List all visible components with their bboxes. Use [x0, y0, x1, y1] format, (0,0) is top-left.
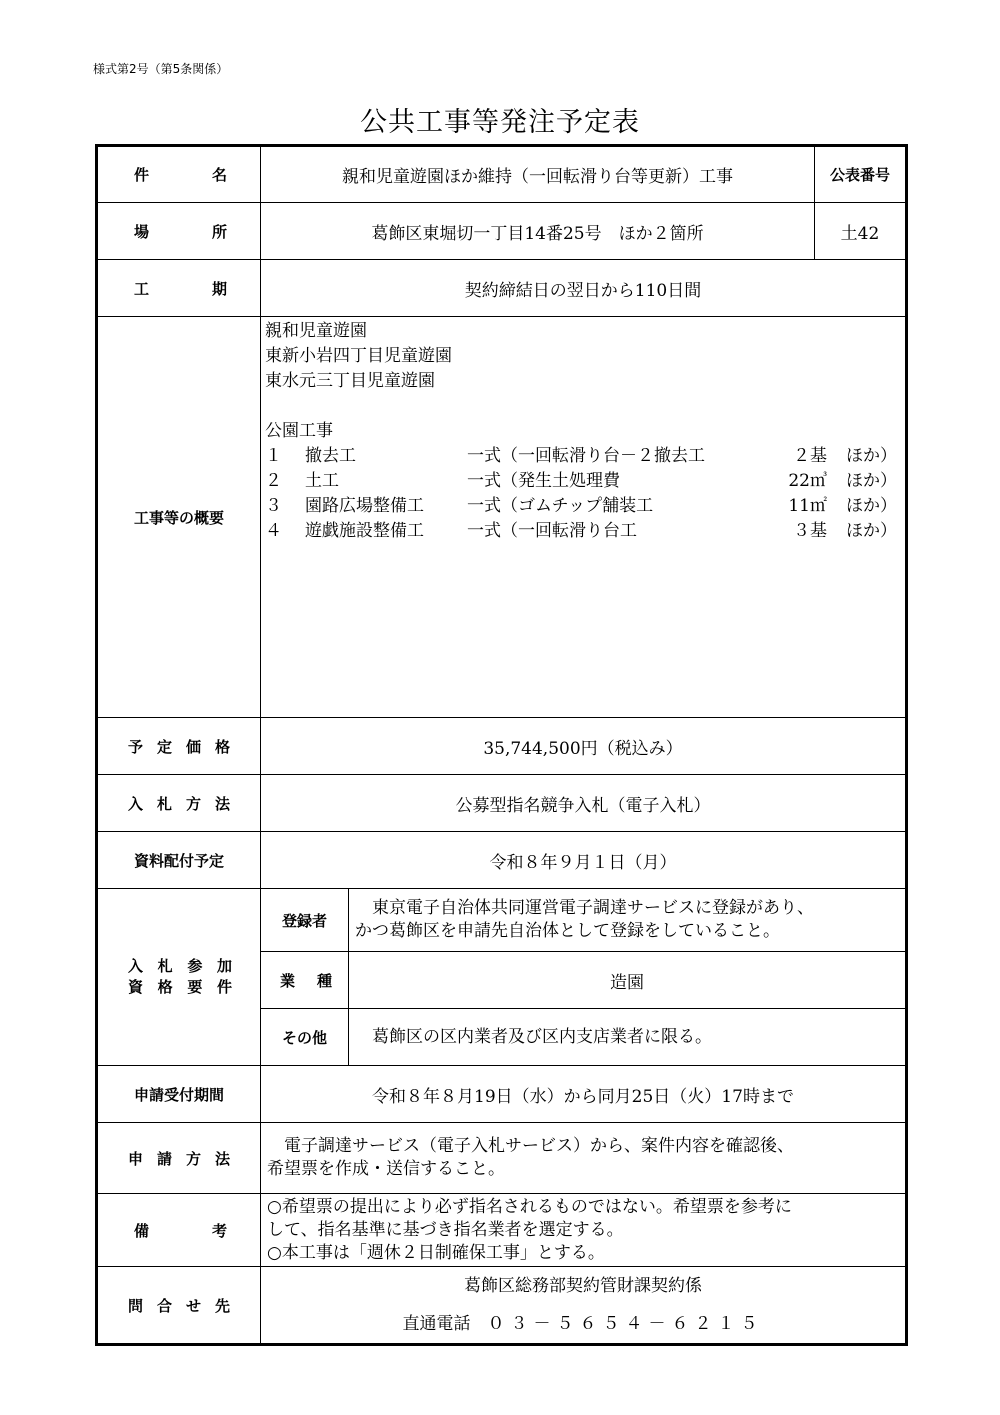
project-name-value: 親和児童遊園ほか維持（一回転滑り台等更新）工事	[261, 146, 815, 203]
label-location: 場 所	[97, 203, 261, 260]
site-1: 親和児童遊園	[265, 321, 367, 341]
work-category: 公園工事	[265, 421, 333, 441]
other-requirement-value: 葛飾区の区内業者及び区内支店業者に限る。	[349, 1009, 907, 1066]
application-method-value: 電子調達サービス（電子入札サービス）から、案件内容を確認後、 希望票を作成・送信すること。	[261, 1123, 907, 1194]
label-material-date: 資料配付予定	[97, 832, 261, 889]
notice-number-value: 土42	[815, 203, 907, 260]
label-price: 予 定 価 格	[97, 718, 261, 775]
registrant-value: 東京電子自治体共同運営電子調達サービスに登録があり、 かつ葛飾区を申請先自治体として登録をしていること。	[349, 889, 907, 952]
row-project-name	[97, 146, 907, 203]
bid-method-value: 公募型指名競争入札（電子入札）	[261, 775, 907, 832]
label-registrant: 登録者	[261, 889, 349, 952]
label-industry: 業 種	[261, 952, 349, 1009]
label-remarks: 備 考	[97, 1194, 261, 1267]
label-overview: 工事等の概要	[97, 317, 261, 718]
work-item: １ 撤去工 一式（一回転滑り台－２撤去工 ２基 ほか）	[265, 446, 897, 466]
industry-value: 造園	[349, 952, 907, 1009]
contact-phone: 直通電話 ０３－５６５４－６２１５	[261, 1305, 905, 1343]
remarks-value: ○希望票の提出により必ず指名されるものではない。希望票を参考に して、指名基準に基づき指名業者を選定する。 ○本工事は「週休２日制確保工事」とする。	[261, 1194, 907, 1267]
label-project-name: 件 名	[97, 146, 261, 203]
document-title: 公共工事等発注予定表	[360, 107, 640, 138]
price-value: 35,744,500円（税込み）	[261, 718, 907, 775]
label-other: その他	[261, 1009, 349, 1066]
label-qualification: 入 札 参 加 資 格 要 件	[97, 889, 261, 1066]
location-value: 葛飾区東堀切一丁目14番25号 ほか２箇所	[261, 203, 815, 260]
work-item: ３ 園路広場整備工 一式（ゴムチップ舗装工 11㎡ ほか）	[265, 496, 897, 516]
phone-number: ０３－５６５４－６２１５	[487, 1314, 764, 1334]
label-application-method: 申 請 方 法	[97, 1123, 261, 1194]
row-material-date	[97, 832, 907, 889]
row-remarks	[97, 1194, 907, 1267]
row-location	[97, 203, 907, 260]
label-bid-method: 入 札 方 法	[97, 775, 261, 832]
site-2: 東新小岩四丁目児童遊園	[265, 346, 452, 366]
site-3: 東水元三丁目児童遊園	[265, 371, 435, 391]
row-application-period	[97, 1066, 907, 1123]
period-value: 契約締結日の翌日から110日間	[261, 260, 907, 317]
row-contact	[97, 1267, 907, 1345]
label-notice-number: 公表番号	[815, 146, 907, 203]
row-price	[97, 718, 907, 775]
row-period	[97, 260, 907, 317]
row-application-method	[97, 1123, 907, 1194]
row-bid-method	[97, 775, 907, 832]
row-overview	[97, 317, 907, 718]
label-period: 工 期	[97, 260, 261, 317]
material-date-value: 令和８年９月１日（月）	[261, 832, 907, 889]
overview-content	[261, 317, 907, 718]
form-number: 様式第2号（第5条関係）	[93, 62, 229, 76]
label-application-period: 申請受付期間	[97, 1066, 261, 1123]
label-contact: 問 合 せ 先	[97, 1267, 261, 1345]
contact-department: 葛飾区総務部契約管財課契約係	[464, 1276, 702, 1296]
work-item: ４ 遊戯施設整備工 一式（一回転滑り台工 ３基 ほか）	[265, 521, 897, 541]
contact-value	[261, 1267, 907, 1345]
row-registrant	[97, 889, 907, 952]
order-schedule-table	[95, 144, 908, 1346]
work-item: ２ 土工 一式（発生土処理費 22㎥ ほか）	[265, 471, 897, 491]
application-period-value: 令和８年８月19日（水）から同月25日（火）17時まで	[261, 1066, 907, 1123]
